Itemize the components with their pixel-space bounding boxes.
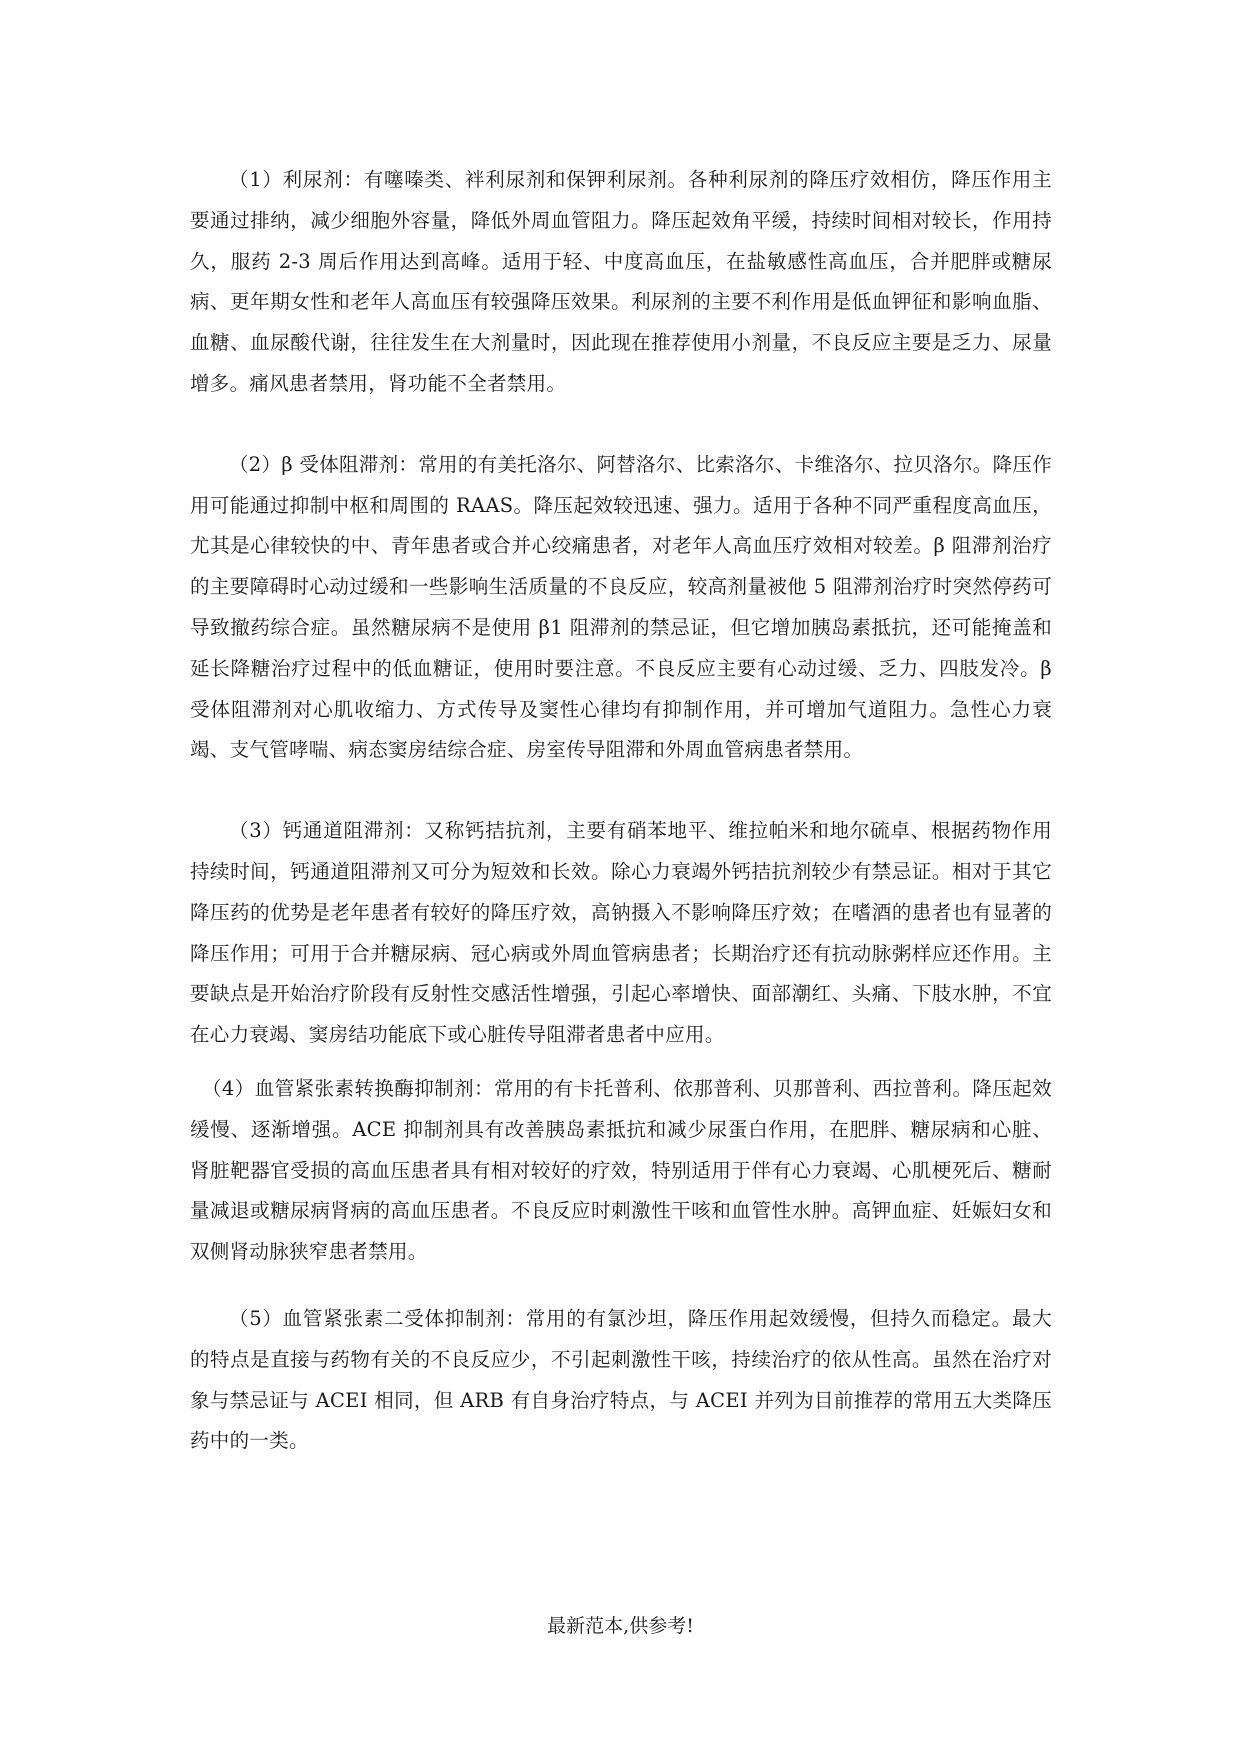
- paragraph-diuretics: （1）利尿剂：有噻嗪类、袢利尿剂和保钾利尿剂。各种利尿剂的降压疗效相仿，降压作用主要通过排纳，减少细胞外容量，降低外周血管阻力。降压起效角平缓，持续时间相对较长，作用持久，服药 2-3 周后作用达到高峰。适用于轻、中度高血压，在盐敏感性高血压，合并肥胖或糖尿病、更年期女性和老年人高血压有较强降压效果。利尿剂的主要不利作用是低血钾征和影响血脂、血糖、血尿酸代谢，往往发生在大剂量时，因此现在推荐使用小剂量，不良反应主要是乏力、尿量增多。痛风患者禁用，肾功能不全者禁用。: [190, 168, 1052, 395]
- paragraph-beta-blockers: （2）β 受体阻滞剂：常用的有美托洛尔、阿替洛尔、比索洛尔、卡维洛尔、拉贝洛尔。降压作用可能通过抑制中枢和周围的 RAAS。降压起效较迅速、强力。适用于各种不同严重程度高血压，尤其是心律较快的中、青年患者或合并心绞痛患者，对老年人高血压疗效相对较差。β 阻滞剂治疗的主要障碍时心动过缓和一些影响生活质量的不良反应，较高剂量被他 5 阻滞剂治疗时突然停药可导致撤药综合症。虽然糖尿病不是使用 β1 阻滞剂的禁忌证，但它增加胰岛素抵抗，还可能掩盖和延长降糖治疗过程中的低血糖证，使用时要注意。不良反应主要有心动过缓、乏力、四肢发冷。β 受体阻滞剂对心肌收缩力、方式传导及窦性心律均有抑制作用，并可增加气道阻力。急性心力衰竭、支气管哮喘、病态窦房结综合症、房室传导阻滞和外周血管病患者禁用。: [190, 452, 1052, 762]
- page-footer: 最新范本,供参考!: [547, 1615, 694, 1637]
- paragraph-calcium-channel-blockers: （3）钙通道阻滞剂：又称钙拮抗剂，主要有硝苯地平、维拉帕米和地尔硫卓、根据药物作用持续时间，钙通道阻滞剂又可分为短效和长效。除心力衰竭外钙拮抗剂较少有禁忌证。相对于其它降压药的优势是老年患者有较好的降压疗效，高钠摄入不影响降压疗效；在嗜酒的患者也有显著的降压作用；可用于合并糖尿病、冠心病或外周血管病患者；长期治疗还有抗动脉粥样应还作用。主要缺点是开始治疗阶段有反射性交感活性增强，引起心率增快、面部潮红、头痛、下肢水肿，不宜在心力衰竭、窦房结功能底下或心脏传导阻滞者患者中应用。: [190, 819, 1052, 1047]
- paragraph-arb: （5）血管紧张素二受体抑制剂：常用的有氯沙坦，降压作用起效缓慢，但持久而稳定。最大的特点是直接与药物有关的不良反应少，不引起刺激性干咳，持续治疗的依从性高。虽然在治疗对象与禁忌证与 ACEI 相同，但 ARB 有自身治疗特点，与 ACEI 并列为目前推荐的常用五大类降压药中的一类。: [190, 1306, 1052, 1453]
- paragraph-ace-inhibitors: （4）血管紧张素转换酶抑制剂：常用的有卡托普利、依那普利、贝那普利、西拉普利。降压起效缓慢、逐渐增强。ACE 抑制剂具有改善胰岛素抵抗和减少尿蛋白作用，在肥胖、糖尿病和心脏、肾脏靶器官受损的高血压患者具有相对较好的疗效，特别适用于伴有心力衰竭、心肌梗死后、糖耐量减退或糖尿病肾病的高血压患者。不良反应时刺激性干咳和血管性水肿。高钾血症、妊娠妇女和双侧肾动脉狭窄患者禁用。: [190, 1076, 1052, 1264]
- document-body: [190, 160, 1052, 1462]
